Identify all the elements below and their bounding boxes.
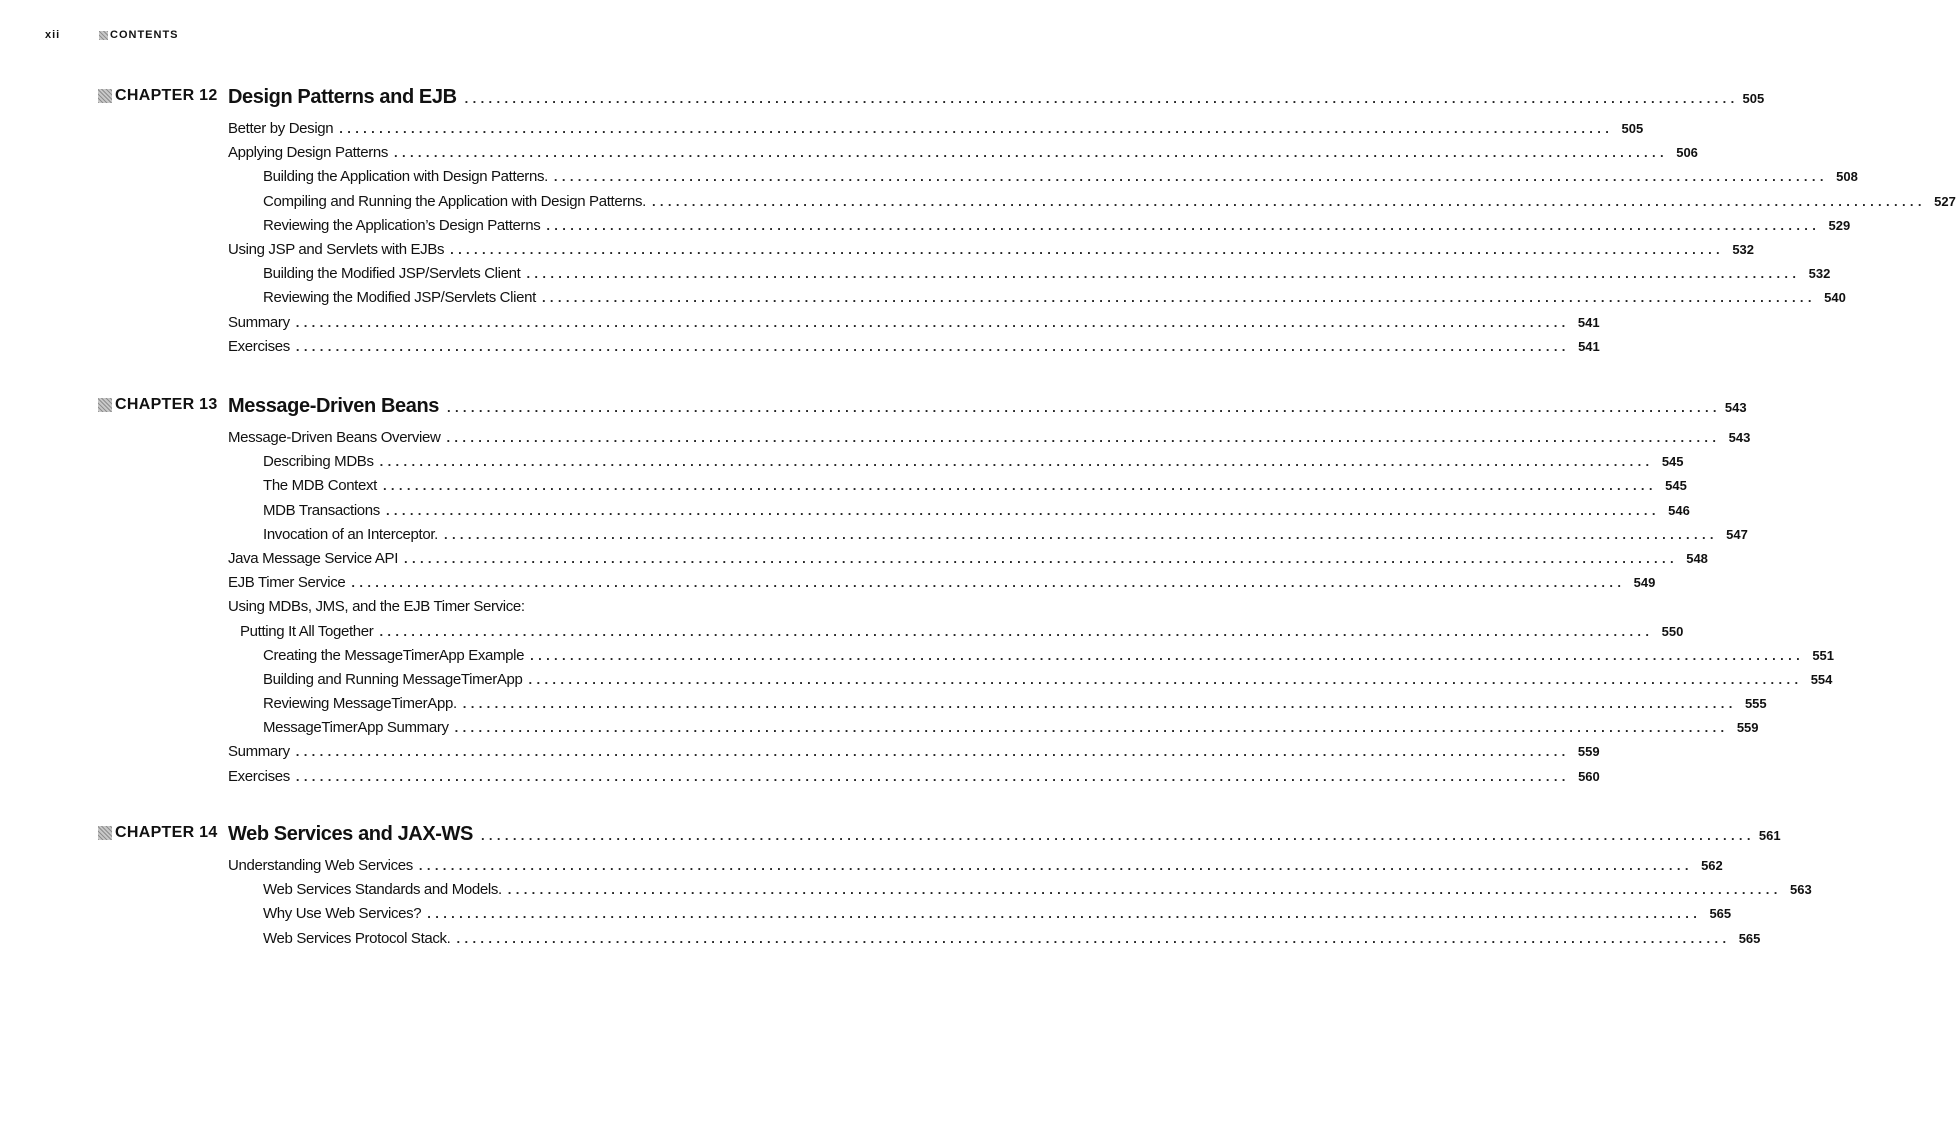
dot-leader: ................................................................................................................................................................ xyxy=(530,647,1805,663)
toc-entry[interactable] xyxy=(98,622,1684,647)
entry-page-number: 545 xyxy=(1661,454,1684,470)
running-head-title: CONTENTS xyxy=(110,29,179,41)
dot-leader: ................................................................................................................................................................ xyxy=(443,526,1718,542)
running-head xyxy=(45,29,179,41)
dot-leader: ................................................................................................................................................................ xyxy=(454,720,1729,736)
square-bullet-icon xyxy=(98,826,112,840)
toc-entry[interactable] xyxy=(98,905,1732,929)
toc-entry[interactable] xyxy=(98,670,1833,695)
entry-title: The MDB Context xyxy=(263,477,377,495)
chapter-page-number: 543 xyxy=(1724,400,1747,415)
chapter-section xyxy=(98,86,1956,362)
dot-leader: ................................................................................................................................................................ xyxy=(427,906,1702,922)
entry-page-number: 505 xyxy=(1621,121,1644,136)
dot-leader: ................................................................................................................................................................ xyxy=(295,744,1570,760)
entry-page-number: 547 xyxy=(1726,526,1748,542)
chapter-heading[interactable] xyxy=(98,395,1747,423)
chapter-heading[interactable] xyxy=(98,823,1781,851)
dot-leader: ................................................................................................................................................................ xyxy=(464,91,1739,106)
entry-page-number: 508 xyxy=(1836,169,1858,185)
entry-title: Why Use Web Services? xyxy=(263,905,422,923)
entry-title: Better by Design xyxy=(228,120,334,137)
chapter-entries xyxy=(98,429,1835,792)
entry-page-number: 541 xyxy=(1577,314,1600,330)
toc-entry[interactable] xyxy=(98,120,1644,144)
dot-leader: ................................................................................................................................................................ xyxy=(456,930,1731,946)
entry-page-number: 527 xyxy=(1934,193,1956,209)
entry-title: Invocation of an Interceptor. xyxy=(263,525,438,543)
entry-page-number: 541 xyxy=(1578,338,1600,354)
entry-title: Describing MDBs xyxy=(263,453,374,471)
toc-entry[interactable] xyxy=(98,598,712,622)
dot-leader: ................................................................................................................................................................ xyxy=(339,121,1614,136)
entry-title: EJB Timer Service xyxy=(228,574,346,592)
entry-title: Building the Modified JSP/Servlets Client xyxy=(263,265,521,283)
entry-title: Building and Running MessageTimerApp xyxy=(263,670,523,688)
entry-page-number: 545 xyxy=(1665,478,1687,494)
entry-title: Summary xyxy=(228,743,290,761)
entry-title: Using JSP and Servlets with EJBs xyxy=(228,240,445,258)
toc-entry[interactable] xyxy=(98,574,1656,598)
chapter-entries xyxy=(98,857,1812,954)
entry-title: Reviewing MessageTimerApp. xyxy=(263,695,457,713)
entry-page-number: 555 xyxy=(1744,696,1767,712)
entry-title: Exercises xyxy=(228,767,290,785)
toc-entry[interactable] xyxy=(98,929,1761,954)
chapter-label xyxy=(98,396,228,414)
entry-title: Reviewing the Application’s Design Patterns xyxy=(263,216,541,234)
dot-leader: ................................................................................................................................................................ xyxy=(295,768,1570,784)
dot-leader: ................................................................................................................................................................ xyxy=(295,338,1570,354)
entry-title: Web Services Protocol Stack. xyxy=(263,929,451,947)
entry-title: Compiling and Running the Application with Design Patterns. xyxy=(263,192,646,210)
toc-entry[interactable] xyxy=(98,881,1812,905)
entry-title: Reviewing the Modified JSP/Servlets Client xyxy=(263,289,536,307)
square-bullet-icon xyxy=(98,398,112,412)
dot-leader: ................................................................................................................................................................ xyxy=(526,266,1801,282)
dot-leader: ................................................................................................................................................................ xyxy=(295,314,1570,330)
toc-entry[interactable] xyxy=(98,525,1748,550)
entry-title: Applying Design Patterns xyxy=(228,144,389,162)
dot-leader: ................................................................................................................................................................ xyxy=(450,241,1725,257)
dot-leader: ................................................................................................................................................................ xyxy=(379,454,1654,470)
chapter-section xyxy=(98,395,1835,792)
toc-entry[interactable] xyxy=(98,192,1956,217)
dot-leader: ................................................................................................................................................................ xyxy=(507,882,1782,898)
chapter-title: Web Services and JAX-WS xyxy=(228,823,473,845)
chapter-page-number: 561 xyxy=(1758,828,1781,843)
chapter-title: Design Patterns and EJB xyxy=(228,86,457,108)
entry-title: Message-Driven Beans Overview xyxy=(228,429,441,446)
entry-page-number: 549 xyxy=(1633,575,1656,591)
entry-page-number: 506 xyxy=(1676,145,1698,161)
entry-title: MessageTimerApp Summary xyxy=(263,719,449,737)
entry-title: Using MDBs, JMS, and the EJB Timer Service: xyxy=(228,598,525,616)
chapter-number: CHAPTER 13 xyxy=(115,396,218,413)
entry-page-number: 559 xyxy=(1577,744,1600,760)
toc-entry[interactable] xyxy=(98,767,1600,792)
chapter-label xyxy=(98,87,228,105)
toc-entry[interactable] xyxy=(98,719,1759,743)
dot-leader: ................................................................................................................................................................ xyxy=(385,502,1660,518)
dot-leader: ................................................................................................................................................................ xyxy=(418,858,1693,873)
entry-page-number: 529 xyxy=(1828,217,1851,233)
chapter-number: CHAPTER 12 xyxy=(115,87,218,104)
dot-leader: ................................................................................................................................................................ xyxy=(404,550,1678,566)
chapter-heading[interactable] xyxy=(98,86,1765,114)
entry-title: Java Message Service API xyxy=(228,549,399,567)
toc-entry[interactable] xyxy=(98,857,1723,881)
toc-entry[interactable] xyxy=(98,337,1600,362)
chapter-entries xyxy=(98,120,1956,362)
dot-leader: ................................................................................................................................................................ xyxy=(394,145,1668,161)
toc-entry[interactable] xyxy=(98,646,1835,671)
chapter-title: Message-Driven Beans xyxy=(228,395,439,417)
chapter-number: CHAPTER 14 xyxy=(115,824,218,841)
toc-entry[interactable] xyxy=(98,453,1684,477)
toc-entry[interactable] xyxy=(98,501,1690,526)
toc-entry[interactable] xyxy=(98,429,1751,453)
entry-title: Understanding Web Services xyxy=(228,857,413,874)
entry-title: Creating the MessageTimerApp Example xyxy=(263,646,525,664)
entry-title: MDB Transactions xyxy=(263,501,380,519)
entry-page-number: 550 xyxy=(1661,623,1684,639)
dot-leader: ................................................................................................................................................................ xyxy=(446,430,1721,445)
page-folio: xii xyxy=(45,29,61,41)
chapter-section xyxy=(98,823,1812,954)
entry-title: Putting It All Together xyxy=(240,622,374,640)
chapter-page-number: 505 xyxy=(1742,91,1765,106)
toc-entry[interactable] xyxy=(98,477,1687,501)
entry-page-number: 562 xyxy=(1701,858,1723,873)
chapter-label xyxy=(98,824,228,842)
dot-leader: ................................................................................................................................................................ xyxy=(462,696,1737,712)
entry-title: Building the Application with Design Patterns. xyxy=(263,168,548,186)
toc-entry[interactable] xyxy=(98,313,1600,338)
entry-page-number: 559 xyxy=(1736,720,1759,736)
square-bullet-icon xyxy=(99,31,108,40)
toc-entry[interactable] xyxy=(98,549,1708,574)
entry-page-number: 565 xyxy=(1709,906,1732,922)
entry-page-number: 532 xyxy=(1732,241,1755,257)
dot-leader: ................................................................................................................................................................ xyxy=(382,478,1657,494)
entry-title: Exercises xyxy=(228,337,290,355)
entry-title: Web Services Standards and Models. xyxy=(263,881,502,899)
toc-entry[interactable] xyxy=(98,216,1851,241)
dot-leader: ................................................................................................................................................................ xyxy=(651,193,1926,209)
toc-entry[interactable] xyxy=(98,265,1831,289)
dot-leader: ................................................................................................................................................................ xyxy=(541,290,1816,306)
dot-leader: ................................................................................................................................................................ xyxy=(447,400,1721,415)
toc-entry[interactable] xyxy=(98,144,1698,168)
entry-page-number: 548 xyxy=(1686,550,1708,566)
entry-page-number: 565 xyxy=(1738,930,1761,946)
square-bullet-icon xyxy=(98,89,112,103)
dot-leader: ................................................................................................................................................................ xyxy=(553,169,1828,185)
dot-leader: ................................................................................................................................................................ xyxy=(351,575,1626,591)
entry-page-number: 554 xyxy=(1810,671,1833,687)
toc-entry[interactable] xyxy=(98,695,1767,719)
dot-leader: ................................................................................................................................................................ xyxy=(546,217,1821,233)
entry-page-number: 543 xyxy=(1728,430,1751,445)
entry-page-number: 546 xyxy=(1668,502,1690,518)
toc-entry[interactable] xyxy=(98,289,1846,313)
entry-page-number: 560 xyxy=(1578,768,1600,784)
entry-title: Summary xyxy=(228,313,290,331)
dot-leader: ................................................................................................................................................................ xyxy=(480,828,1755,843)
entry-page-number: 551 xyxy=(1812,647,1835,663)
dot-leader: ................................................................................................................................................................ xyxy=(379,623,1654,639)
toc-entry[interactable] xyxy=(98,743,1600,767)
toc-entry[interactable] xyxy=(98,168,1858,192)
dot-leader: ................................................................................................................................................................ xyxy=(528,671,1803,687)
entry-page-number: 540 xyxy=(1824,290,1846,306)
entry-page-number: 532 xyxy=(1808,266,1831,282)
toc-entry[interactable] xyxy=(98,240,1755,265)
entry-page-number: 563 xyxy=(1789,882,1812,898)
